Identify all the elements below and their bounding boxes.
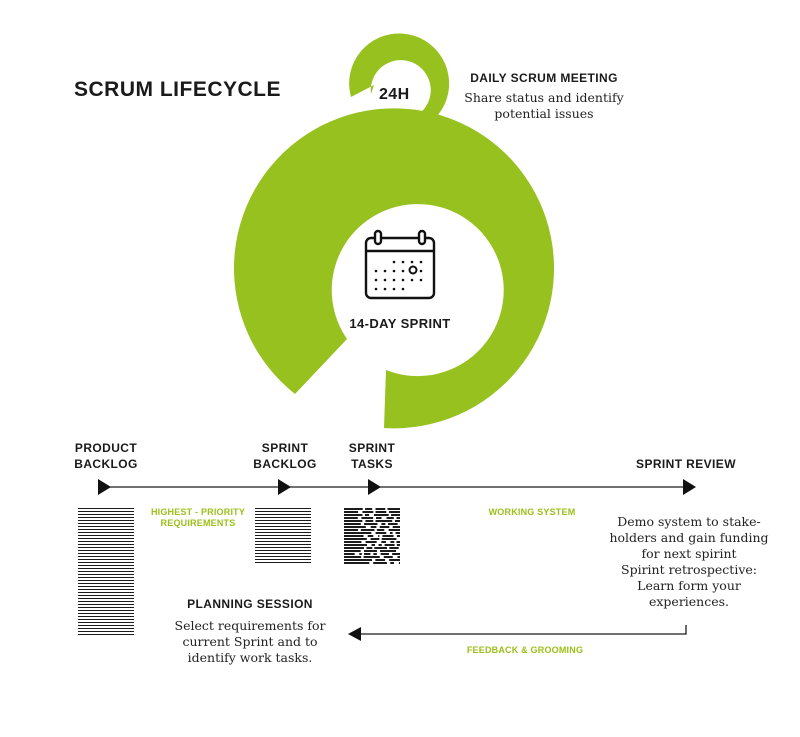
feedback-label: FEEDBACK & GROOMING [466, 645, 584, 655]
review-line2: holders and gain funding [609, 530, 769, 545]
sprint-loop-arrow [234, 108, 554, 428]
task-gap [373, 511, 375, 513]
sprint-review-heading: SPRINT REVIEW [636, 457, 736, 471]
calendar-day-dot [375, 288, 378, 291]
calendar-day-dot [384, 270, 387, 273]
task-gap [361, 523, 364, 525]
sprint-tasks-stack [344, 508, 400, 564]
task-gap [393, 556, 398, 558]
calendar-day-dot [420, 270, 423, 273]
task-gap [373, 517, 376, 519]
task-gap [367, 538, 371, 540]
task-gap [394, 517, 397, 519]
task-gap [382, 517, 387, 519]
task-gap [371, 532, 375, 534]
task-gap [396, 550, 400, 552]
sprint-backlog-heading [249, 440, 321, 472]
review-line3: for next spirint [641, 546, 737, 561]
planning-line1: Select requirements for [174, 618, 326, 633]
calendar-day-dot [411, 279, 414, 282]
priority-label-line2: REQUIREMENTS [160, 518, 236, 528]
calendar-day-dot [402, 288, 405, 291]
task-gap [387, 547, 389, 549]
calendar-day-dot [384, 279, 387, 282]
daily-scrum-desc [454, 90, 634, 122]
task-gap [364, 547, 366, 549]
feedback-arrow [348, 625, 686, 641]
task-gap [374, 529, 376, 531]
task-gap [361, 556, 363, 558]
daily-desc-line1: Share status and identify [464, 90, 624, 105]
planning-heading: PLANNING SESSION [187, 597, 313, 611]
task-gap [379, 535, 382, 537]
task-gap [376, 526, 379, 528]
review-desc [606, 514, 772, 610]
priority-label-line1: HIGHEST - PRIORITY [150, 507, 246, 517]
task-gap [389, 526, 392, 528]
task-gap [387, 562, 390, 564]
calendar-day-dot [375, 279, 378, 282]
planning-desc [165, 618, 335, 666]
sprint-backlog-stack [255, 508, 311, 564]
sprint-backlog-line1: SPRINT [261, 441, 309, 455]
task-gap [362, 520, 365, 522]
task-gap [358, 511, 362, 513]
page-title: SCRUM LIFECYCLE [74, 78, 281, 101]
task-gap [379, 538, 381, 540]
review-line4: Spirint retrospective: [621, 562, 757, 577]
calendar-day-dot [402, 261, 405, 264]
task-gap [377, 541, 382, 543]
task-gap [393, 532, 396, 534]
priority-label [146, 507, 250, 529]
task-gap [370, 553, 373, 555]
task-gap [394, 535, 397, 537]
daily-desc-line2: potential issues [494, 106, 594, 121]
task-gap [362, 514, 365, 516]
task-gap [385, 508, 387, 510]
task-gap [373, 535, 378, 537]
task-gap [358, 529, 361, 531]
task-gap [372, 559, 375, 561]
task-gap [367, 544, 372, 546]
task-gap [363, 508, 365, 510]
review-line5: Learn form your [637, 578, 741, 593]
task-gap [361, 541, 365, 543]
product-backlog-line2: BACKLOG [74, 457, 138, 471]
working-system-label: WORKING SYSTEM [488, 507, 576, 517]
review-line1: Demo system to stake- [617, 514, 761, 529]
calendar-day-dot [393, 279, 396, 282]
task-gap [385, 523, 388, 525]
task-gap [389, 553, 392, 555]
task-gap [398, 523, 400, 525]
product-backlog-stack [78, 508, 134, 636]
sprint-backlog-line2: BACKLOG [253, 457, 317, 471]
task-gap [372, 508, 375, 510]
calendar-day-dot [375, 270, 378, 273]
sprint-tasks-heading [342, 440, 402, 472]
sprint-tasks-line1: SPRINT [348, 441, 396, 455]
calendar-day-dot [393, 270, 396, 273]
sprint-tasks-line2: TASKS [351, 457, 393, 471]
planning-line2: current Sprint and to [182, 634, 318, 649]
sprint-label: 14-DAY SPRINT [349, 316, 451, 331]
task-gap [386, 541, 390, 543]
task-gap [396, 538, 400, 540]
calendar-day-dot [411, 261, 414, 264]
calendar-day-dot [420, 261, 423, 264]
task-gap [389, 514, 391, 516]
task-gap [361, 550, 364, 552]
task-gap [366, 526, 371, 528]
task-gap [369, 562, 373, 564]
calendar-day-dot [420, 279, 423, 282]
task-gap [380, 556, 384, 558]
calendar-day-dot [393, 261, 396, 264]
timeline-arrow [98, 479, 696, 495]
task-gap [362, 553, 364, 555]
task-gap [377, 553, 381, 555]
task-gaps [344, 508, 400, 564]
task-gap [377, 550, 380, 552]
product-backlog-line1: PRODUCT [74, 441, 138, 455]
task-gap [358, 517, 362, 519]
calendar-day-dot [402, 270, 405, 273]
calendar-day-dot [402, 279, 405, 282]
daily-scrum-heading: DAILY SCRUM MEETING [470, 71, 618, 85]
task-gap [386, 532, 390, 534]
task-gap [399, 547, 400, 549]
task-gap [384, 529, 388, 531]
task-gap [364, 535, 368, 537]
task-gap [395, 544, 397, 546]
task-gap [385, 559, 389, 561]
task-gap [392, 520, 395, 522]
calendar-day-dot [384, 288, 387, 291]
task-gap [386, 511, 389, 513]
task-gap [394, 541, 396, 543]
planning-line3: identify work tasks. [187, 650, 313, 665]
task-gap [375, 544, 378, 546]
task-gap [369, 514, 374, 516]
task-gap [382, 544, 385, 546]
task-gap [394, 562, 399, 564]
review-line6: experiences. [648, 594, 730, 609]
task-gap [373, 520, 375, 522]
calendar-day-dot [393, 288, 396, 291]
daily-badge: 24H [379, 86, 410, 103]
product-backlog-heading [70, 440, 142, 472]
task-gap [377, 523, 381, 525]
task-gap [372, 547, 374, 549]
task-gap [355, 553, 360, 555]
